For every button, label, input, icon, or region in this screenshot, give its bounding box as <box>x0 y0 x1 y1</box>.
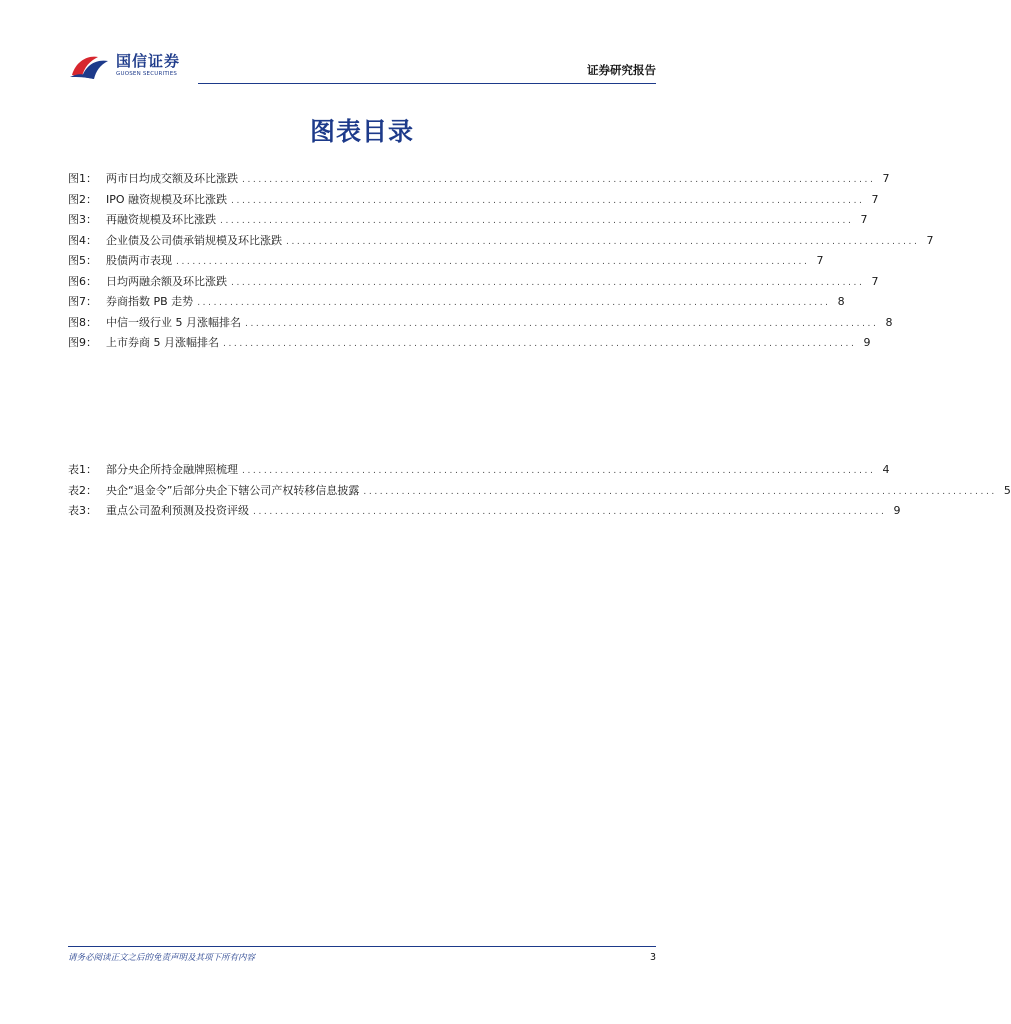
header-divider-gap <box>68 83 198 85</box>
toc-label: 图8： <box>68 315 97 329</box>
toc-page: 4 <box>882 463 890 476</box>
toc-label: 图4： <box>68 233 97 247</box>
toc-label: 图1： <box>68 172 97 185</box>
toc-entry[interactable] <box>68 273 879 294</box>
page-title: 图表目录 <box>309 117 414 146</box>
toc-text: 央企“退金令”后部分央企下辖公司产权转移信息披露 <box>106 483 360 497</box>
toc-page: 7 <box>926 233 934 247</box>
toc-page: 9 <box>893 504 901 517</box>
toc-text: 股债两市表现 <box>106 254 172 267</box>
toc-label: 表2： <box>68 483 97 497</box>
toc-leader: .................................................................................................................... <box>363 486 997 497</box>
toc-leader: .................................................................................................................... <box>242 175 876 185</box>
brand-name-cn: 国信证券 <box>116 52 181 71</box>
toc-page: 5 <box>1003 483 1011 497</box>
toc-text: 部分央企所持金融牌照梳理 <box>106 463 238 476</box>
toc-page: 8 <box>885 315 893 329</box>
footer-divider <box>68 946 656 947</box>
toc-entry[interactable] <box>68 482 1011 503</box>
toc-text: 重点公司盈利预测及投资评级 <box>106 504 249 517</box>
toc-entry[interactable] <box>68 314 893 335</box>
toc-text: 日均两融余额及环比涨跌 <box>106 274 227 288</box>
toc-page: 7 <box>882 172 890 185</box>
toc-page: 9 <box>863 336 871 349</box>
toc-label: 表3： <box>68 504 97 517</box>
toc-entry[interactable] <box>68 334 871 355</box>
toc-leader: .................................................................................................................... <box>286 236 920 247</box>
toc-entry[interactable] <box>68 232 934 253</box>
toc-leader: .................................................................................................................... <box>176 257 810 267</box>
toc-text: 上市券商 5 月涨幅排名 <box>106 336 219 349</box>
toc-label: 图9： <box>68 336 97 349</box>
toc-leader: .................................................................................................................... <box>197 298 831 308</box>
figure-list <box>68 170 934 355</box>
footer-disclaimer: 请务必阅读正文之后的免责声明及其项下所有内容 <box>68 953 256 963</box>
toc-entry[interactable] <box>68 191 879 212</box>
toc-entry[interactable] <box>68 502 901 523</box>
guosen-logo-icon <box>68 51 110 81</box>
toc-text: 券商指数 PB 走势 <box>106 295 194 308</box>
table-list <box>68 461 1011 523</box>
toc-text: IPO 融资规模及环比涨跌 <box>106 192 228 206</box>
toc-entry[interactable] <box>68 461 890 482</box>
toc-leader: .................................................................................................................... <box>253 507 887 517</box>
toc-label: 表1： <box>68 463 97 476</box>
toc-leader: .................................................................................................................... <box>242 466 876 476</box>
toc-text: 两市日均成交额及环比涨跌 <box>106 172 238 185</box>
report-type: 证券研究报告 <box>587 63 656 77</box>
toc-label: 图6： <box>68 274 97 288</box>
guosen-logo <box>68 48 180 84</box>
toc-page: 7 <box>871 274 879 288</box>
toc-entry[interactable] <box>68 252 824 273</box>
page-number: 3 <box>649 952 656 963</box>
toc-leader: .................................................................................................................... <box>223 339 857 349</box>
toc-leader: .................................................................................................................... <box>220 216 854 226</box>
toc-leader: .................................................................................................................... <box>231 195 865 206</box>
toc-text: 中信一级行业 5 月涨幅排名 <box>106 315 241 329</box>
toc-text: 再融资规模及环比涨跌 <box>106 213 216 226</box>
toc-page: 7 <box>816 254 824 267</box>
toc-label: 图2： <box>68 192 97 206</box>
toc-entry[interactable] <box>68 293 845 314</box>
page-header <box>68 48 656 84</box>
toc-entry[interactable] <box>68 170 890 191</box>
toc-page: 7 <box>860 213 868 226</box>
toc-label: 图5： <box>68 254 97 267</box>
toc-label: 图3： <box>68 213 97 226</box>
toc-page: 7 <box>871 192 879 206</box>
toc-leader: .................................................................................................................... <box>231 277 865 288</box>
toc-leader: .................................................................................................................... <box>245 318 879 329</box>
toc-text: 企业债及公司债承销规模及环比涨跌 <box>106 233 282 247</box>
toc-page: 8 <box>837 295 845 308</box>
toc-label: 图7： <box>68 295 97 308</box>
brand-name-en: GUOSEN SECURITIES <box>116 71 178 78</box>
toc-entry[interactable] <box>68 211 868 232</box>
